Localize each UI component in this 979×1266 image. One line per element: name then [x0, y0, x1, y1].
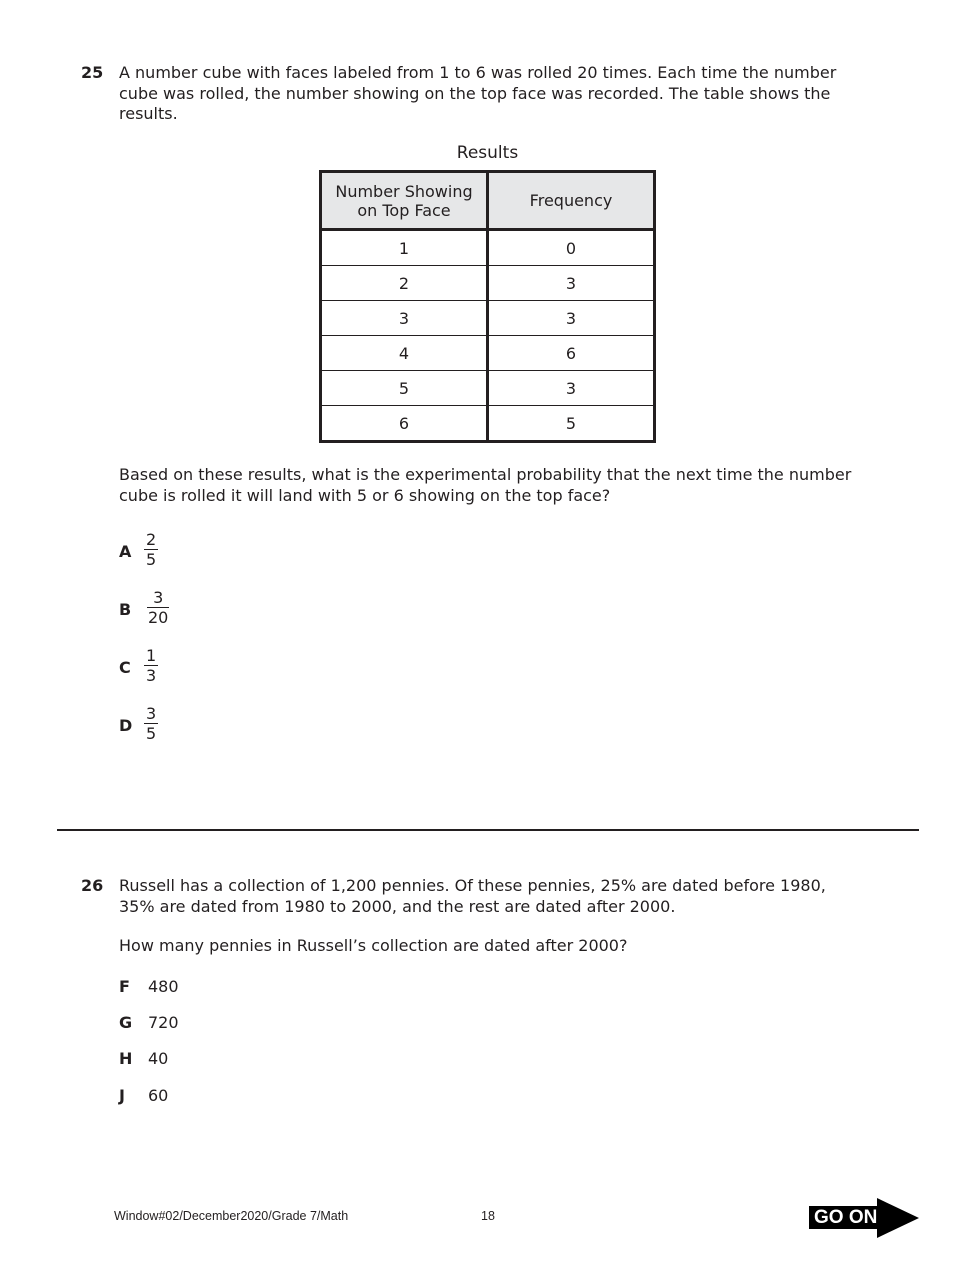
- right-arrow-icon: [877, 1198, 919, 1238]
- option-c-letter[interactable]: C: [119, 658, 131, 677]
- table-cell: 0: [488, 230, 655, 266]
- option-g-value[interactable]: 720: [148, 1013, 179, 1032]
- option-c-fraction[interactable]: [144, 646, 158, 685]
- table-cell: 6: [488, 336, 655, 371]
- question-26-stem: Russell has a collection of 1,200 pennies. Of these pennies, 25% are dated before 1980, 35% are dated from 1980 to 2000, and the rest are dated after 2000.: [119, 876, 826, 916]
- table-row: [321, 301, 655, 336]
- go-on-marker: [809, 1198, 919, 1238]
- denominator: 5: [146, 550, 157, 569]
- numerator: 2: [146, 530, 157, 549]
- option-d-fraction[interactable]: [144, 704, 158, 743]
- option-j-value[interactable]: 60: [148, 1086, 169, 1105]
- question-25-prompt: Based on these results, what is the experimental probability that the next time the number cube is rolled it will land with 5 or 6 showing on the top face?: [119, 465, 852, 505]
- page-number: 18: [481, 1209, 495, 1223]
- column-header-frequency: Frequency: [488, 172, 655, 230]
- option-b-fraction[interactable]: [146, 588, 170, 627]
- table-cell: 1: [321, 230, 488, 266]
- option-j-letter[interactable]: J: [119, 1086, 125, 1105]
- table-cell: 3: [488, 266, 655, 301]
- option-g-letter[interactable]: G: [119, 1013, 133, 1032]
- option-a-letter[interactable]: A: [119, 542, 132, 561]
- table-row: [321, 230, 655, 266]
- numerator: 1: [146, 646, 157, 665]
- question-25-stem: A number cube with faces labeled from 1 to 6 was rolled 20 times. Each time the number cube was rolled, the number showing on the top face was recorded. The table shows the results.: [119, 63, 837, 123]
- numerator: 3: [146, 704, 157, 723]
- table-cell: 5: [321, 371, 488, 406]
- footer-code: Window#02/December2020/Grade 7/Math: [114, 1209, 349, 1223]
- question-26-prompt: How many pennies in Russell’s collection are dated after 2000?: [119, 936, 628, 955]
- section-divider: [57, 829, 919, 831]
- option-h-value[interactable]: 40: [148, 1049, 169, 1068]
- denominator: 20: [148, 608, 169, 627]
- question-26-number: 26: [81, 876, 104, 895]
- column-header-number-showing: Number Showing on Top Face: [321, 172, 488, 230]
- results-table: [319, 170, 656, 443]
- table-row: [321, 266, 655, 301]
- option-f-letter[interactable]: F: [119, 977, 130, 996]
- numerator: 3: [147, 588, 169, 608]
- option-f-value[interactable]: 480: [148, 977, 179, 996]
- table-cell: 2: [321, 266, 488, 301]
- denominator: 5: [146, 724, 157, 743]
- table-cell: 6: [321, 406, 488, 442]
- table-cell: 3: [488, 301, 655, 336]
- question-25-number: 25: [81, 63, 104, 82]
- table-row: [321, 406, 655, 442]
- table-cell: 4: [321, 336, 488, 371]
- table-row: [321, 371, 655, 406]
- table-cell: 5: [488, 406, 655, 442]
- option-d-letter[interactable]: D: [119, 716, 133, 735]
- go-on-label: GO ON: [809, 1206, 879, 1229]
- table-cell: 3: [488, 371, 655, 406]
- table-title: Results: [456, 143, 519, 163]
- option-a-fraction[interactable]: [144, 530, 158, 569]
- table-cell: 3: [321, 301, 488, 336]
- option-b-letter[interactable]: B: [119, 600, 132, 619]
- table-row: [321, 336, 655, 371]
- option-h-letter[interactable]: H: [119, 1049, 133, 1068]
- denominator: 3: [146, 666, 157, 685]
